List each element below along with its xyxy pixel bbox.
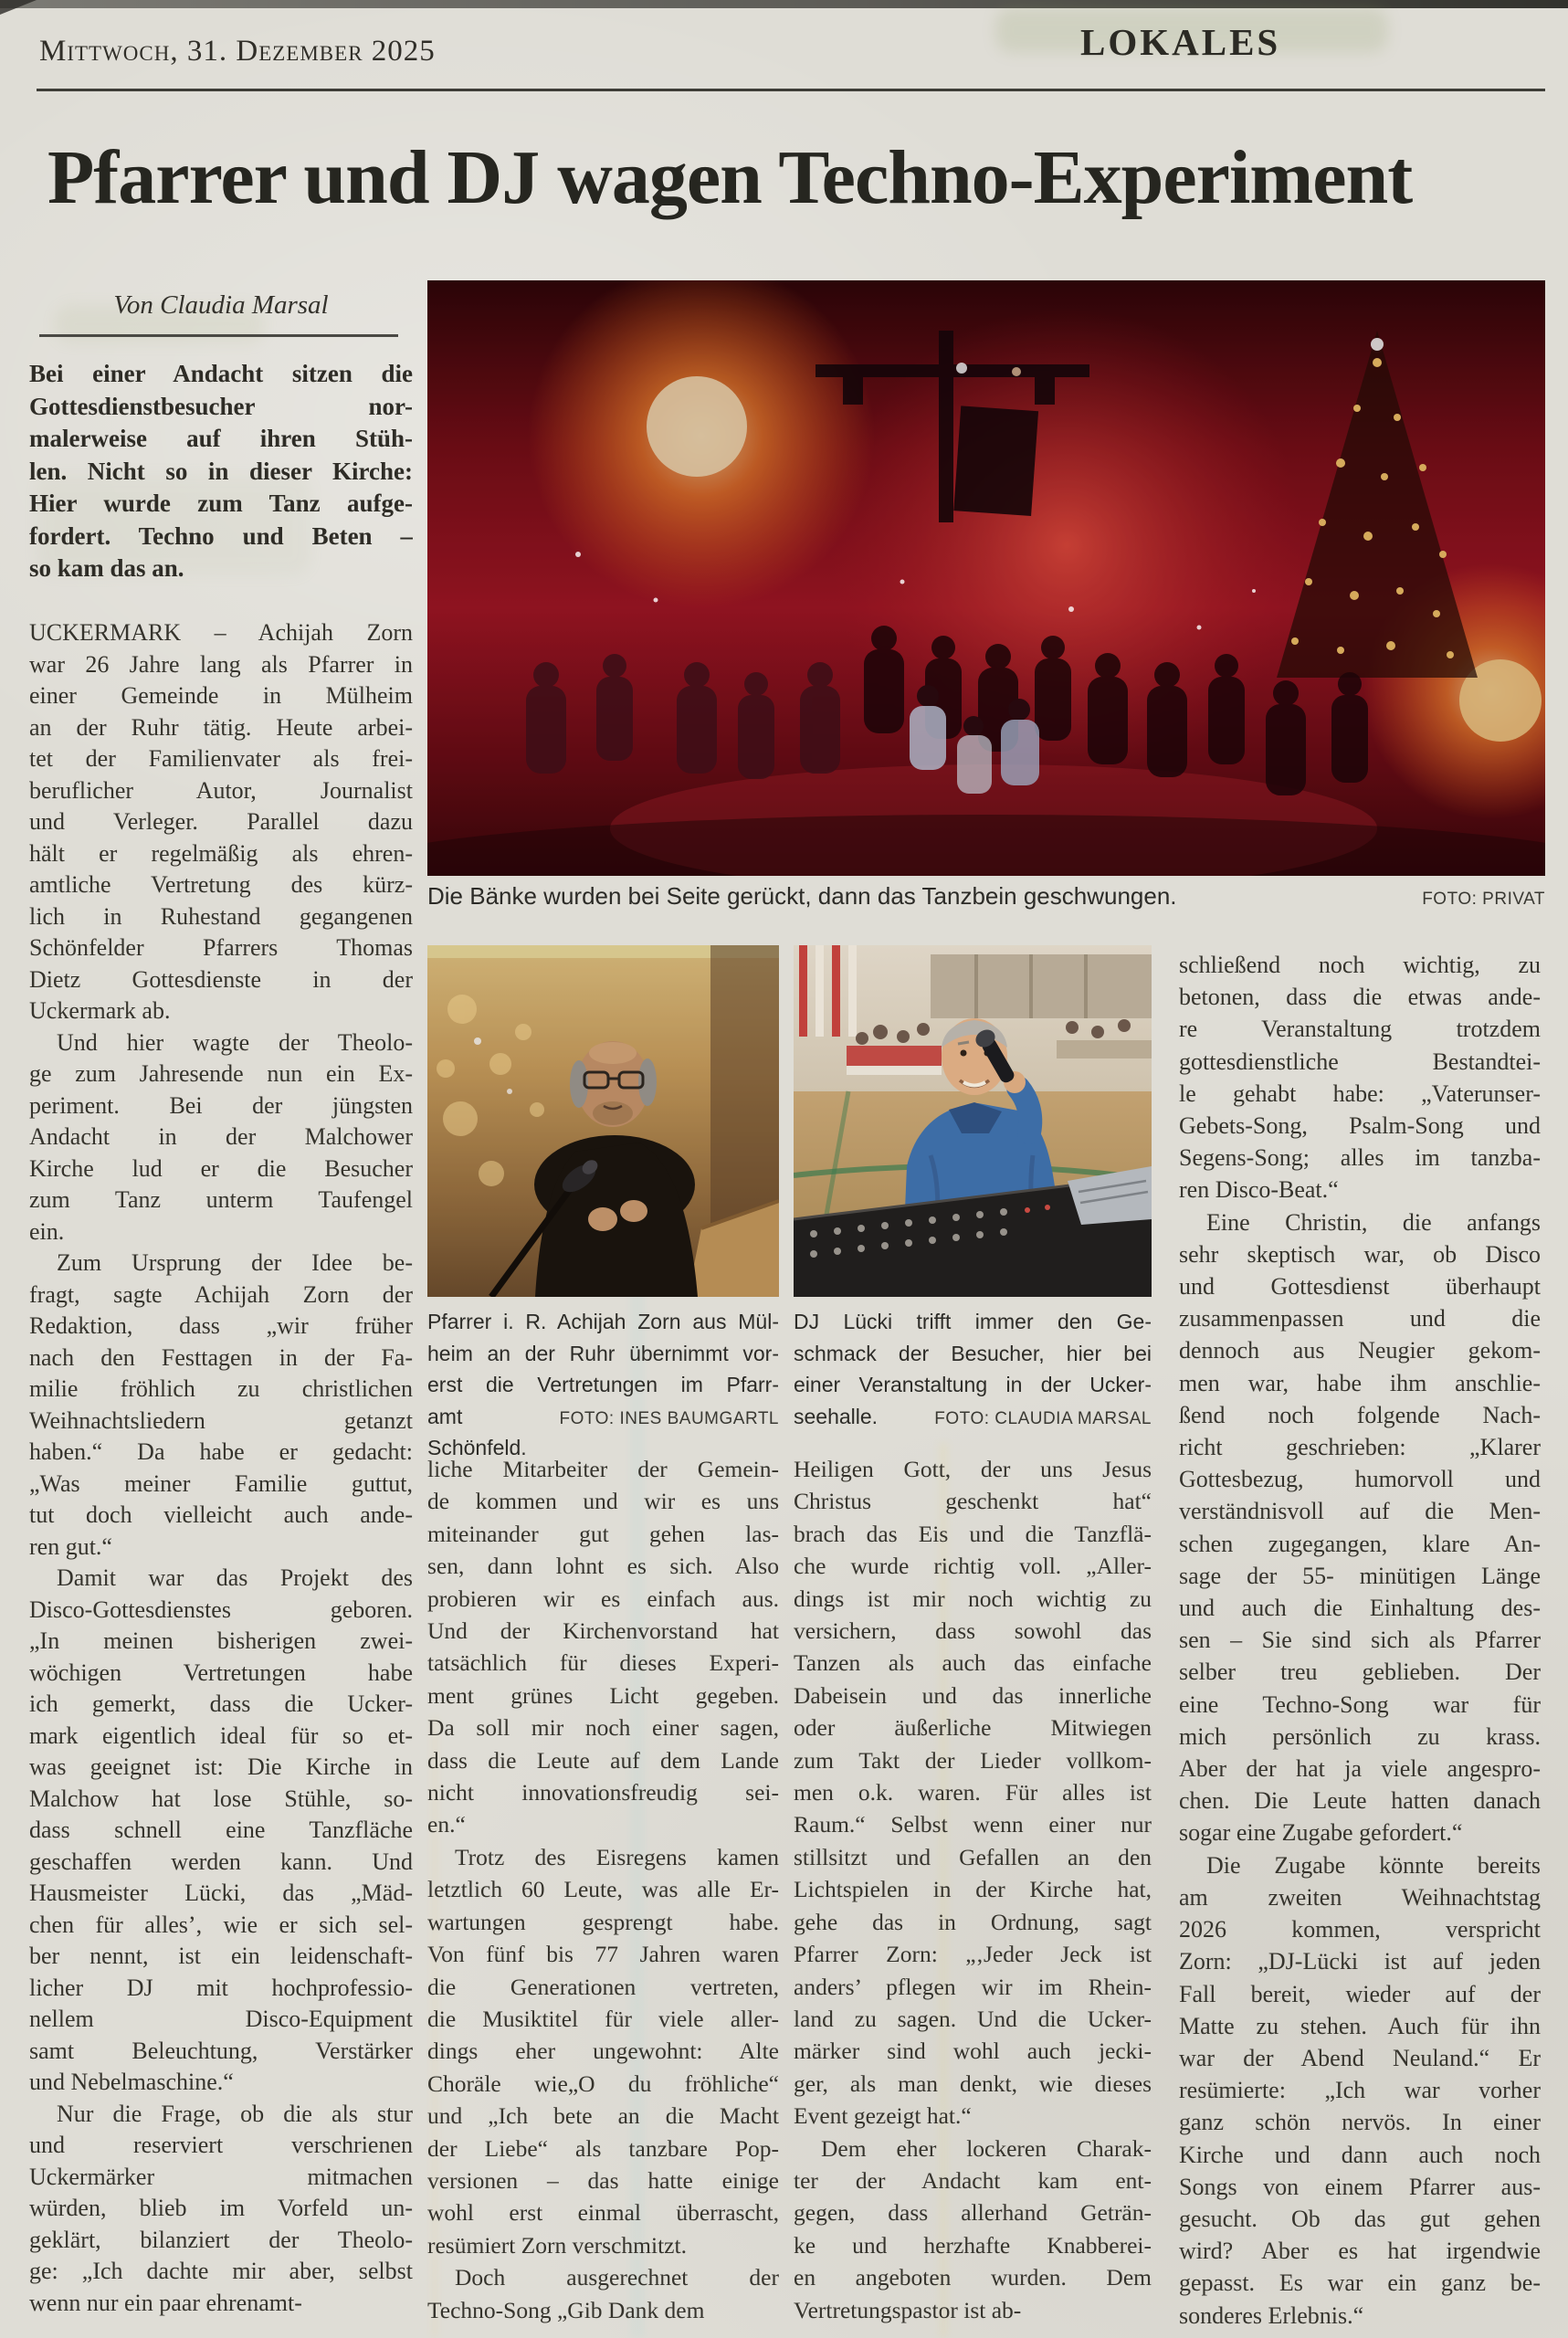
photo-credit: FOTO: CLAUDIA MARSAL [934, 1408, 1152, 1428]
caption-end: amt Schönfeld. [427, 1404, 527, 1459]
text-column-4: schließend noch wichtig, zu betonen, dass die etwas ande- re Veranstaltung trotzdem gottesdienstliche Bestandtei- le gehabt habe: „Vaterunser- Gebets-Song, Psalm-Song und Segens-Song; alles im tanzba- ren Disco-Beat.“ Eine Christin, die anfangs sehr skeptisch war, ob Disco und Gottesdienst überhaupt zusammenpassen und die dennoch aus Neugier gekom- men war, habe ihm anschlie- ßend noch folgende Nach- richt geschrieben: „Klarer Gottesbezug, humorvoll und verständnisvoll auf die Men- schen zugegangen, klare An- sage der 55- minütigen Länge und auch die Einhaltung des- sen – Sie sind sich als Pfarrer selber treu geblieben. Der eine Techno-Song war für mich persönlich zu krass. Aber der hat ja viele angespro- chen. Die Leute hatten danach sogar eine Zugabe gefordert.“ Die Zugabe könnte bereits am zweiten Weihnachtstag 2026 kommen, verspricht Zorn: „DJ-Lücki ist auf jeden Fall bereit, wieder auf der Matte zu stehen. Auch für ihn war der Abend Neuland.“ Er resümierte: „Ich war vorher ganz schön nervös. In einer Kirche und dann auch noch Songs von einem Pfarrer aus- gesucht. Ob das gut gehen wird? Aber es hat irgendwie gepasst. Es war ein ganz be- sonderes Erlebnis.“ [1179, 952, 1541, 2329]
main-photo-caption [427, 882, 1545, 911]
pastor-illustration [427, 945, 779, 1297]
text-column-2: liche Mitarbeiter der Gemein- de kommen und wir es uns miteinander gut gehen las- sen, dann lohnt es sich. Also probieren wir es einfach aus. Und der Kirchenvorstand hat tatsächlich für dieses Experi- ment grünes Licht gegeben. Da soll mir noch einer sagen, dass die Leute auf dem Lande nicht innovationsfreudig sei- en.“ Trotz des Eisregens kamen letztlich 60 Leute, was alle Er- wartungen gesprengt habe. Von fünf bis 77 Jahren waren die Generationen vertreten, die Musiktitel für viele aller- dings eher ungewohnt: Alte Choräle wie„O du fröhliche“ und „Ich bete an die Macht der Liebe“ als tanzbare Pop- versionen – das hatte einige wohl erst einmal überrascht, resümiert Zorn verschmitzt. Doch ausgerechnet der Techno-Song „Gib Dank dem [427, 1456, 779, 2323]
main-photo-dancefloor [427, 280, 1545, 876]
photo-credit: FOTO: PRIVAT [1422, 890, 1545, 909]
dj-illustration [794, 945, 1152, 1297]
pastor-photo [427, 945, 779, 1297]
masthead-date: Mittwoch, 31. Dezember 2025 [39, 35, 436, 68]
caption-text: Die Bänke wurden bei Seite gerückt, dann das Tanzbein geschwungen. [427, 882, 1177, 910]
article-byline: Von Claudia Marsal [113, 290, 329, 320]
caption-end: seehalle. [794, 1404, 879, 1428]
photo-credit: FOTO: INES BAUMGARTL [559, 1408, 779, 1428]
masthead-rule [37, 89, 1545, 91]
text-column-1: UCKERMARK – Achijah Zorn war 26 Jahre lang als Pfarrer in einer Gemeinde in Mülheim an der Ruhr tätig. Heute arbei- tet der Familienvater als frei- beruflicher Autor, Journalist und Verleger. Parallel dazu hält er regelmäßig als ehren- amtliche Vertretung des kürz- lich in Ruhestand gegangenen Schönfelder Pfarrers Thomas Dietz Gottesdienste in der Uckermark ab. Und hier wagte der Theolo- ge zum Jahresende nun ein Ex- periment. Bei der jüngsten Andacht in der Malchower Kirche lud er die Besucher zum Tanz unterm Taufengel ein. Zum Ursprung der Idee be- fragt, sagte Achijah Zorn der Redaktion, dass „wir früher nach den Festtagen in der Fa- milie fröhlich zu christlichen Weihnachtsliedern getanzt haben.“ Da habe er gedacht: „Was meiner Familie guttut, tut doch vielleicht auch ande- ren gut.“ Damit war das Projekt des Disco-Gottesdienstes geboren. „In meinen bisherigen zwei- wöchigen Vertretungen habe ich gemerkt, dass die Ucker- mark eigentlich ideal für so et- was geeignet ist: Die Kirche in Malchow hat lose Stühle, so- dass schnell eine Tanzfläche geschaffen werden kann. Und Hausmeister Lücki, das „Mäd- chen für alles’, wie er sich sel- ber nennt, ist ein leidenschaft- licher DJ mit hochprofessio- nellem Disco-Equipment samt Beleuchtung, Verstärker und Nebelmaschine.“ Nur die Frage, ob die als stur und reserviert verschrienen Uckermärker mitmachen würden, blieb im Vorfeld un- geklärt, bilanziert der Theolo- ge: „Ich dachte mir aber, selbst wenn nur ein paar ehrenamt- [29, 619, 413, 2316]
caption-lines: DJ Lücki trifft immer den Ge- schmack der Besucher, hier bei einer Veranstaltung in der Ucker- [794, 1310, 1152, 1396]
scan-edge-top [0, 0, 1568, 8]
caption-lines: Pfarrer i. R. Achijah Zorn aus Mül- heim an der Ruhr übernimmt vor- erst die Vertretungen im Pfarr- [427, 1310, 779, 1396]
article-headline: Pfarrer und DJ wagen Techno-Experiment [47, 135, 1413, 220]
dj-photo-caption [794, 1306, 1152, 1435]
dj-photo [794, 945, 1152, 1297]
dancefloor-illustration [427, 280, 1545, 876]
section-title: LOKALES [1080, 21, 1281, 63]
pastor-photo-caption [427, 1306, 779, 1464]
byline-rule [39, 334, 398, 337]
article-lead: Bei einer Andacht sitzen die Gottesdienstbesucher nor- malerweise auf ihren Stüh- len. Nicht so in dieser Kirche: Hier wurde zum Tanz aufge- fordert. Techno und Beten – so kam das an. [29, 360, 413, 582]
text-column-3: Heiligen Gott, der uns Jesus Christus geschenkt hat“ brach das Eis und die Tanzflä- che wurde richtig voll. „Aller- dings ist mir noch wichtig zu versichern, dass sowohl das Tanzen als auch das einfache Dabeisein und das innerliche oder äußerliche Mitwiegen zum Takt der Lieder vollkom- men o.k. waren. Für alles ist Raum.“ Selbst wenn einer nur stillsitzt und Gefallen an den Lichtspielen in der Kirche hat, gehe das in Ordnung, sagt Pfarrer Zorn: „‚Jeder Jeck ist anders’ pflegen wir im Rhein- land zu sagen. Und die Ucker- märker sind wohl auch jecki- ger, als man denkt, wie dieses Event gezeigt hat.“ Dem eher lockeren Charak- ter der Andacht kam ent- gegen, dass allerhand Geträn- ke und herzhafte Knabberei- en angeboten wurden. Dem Vertretungspastor ist ab- [794, 1456, 1152, 2323]
